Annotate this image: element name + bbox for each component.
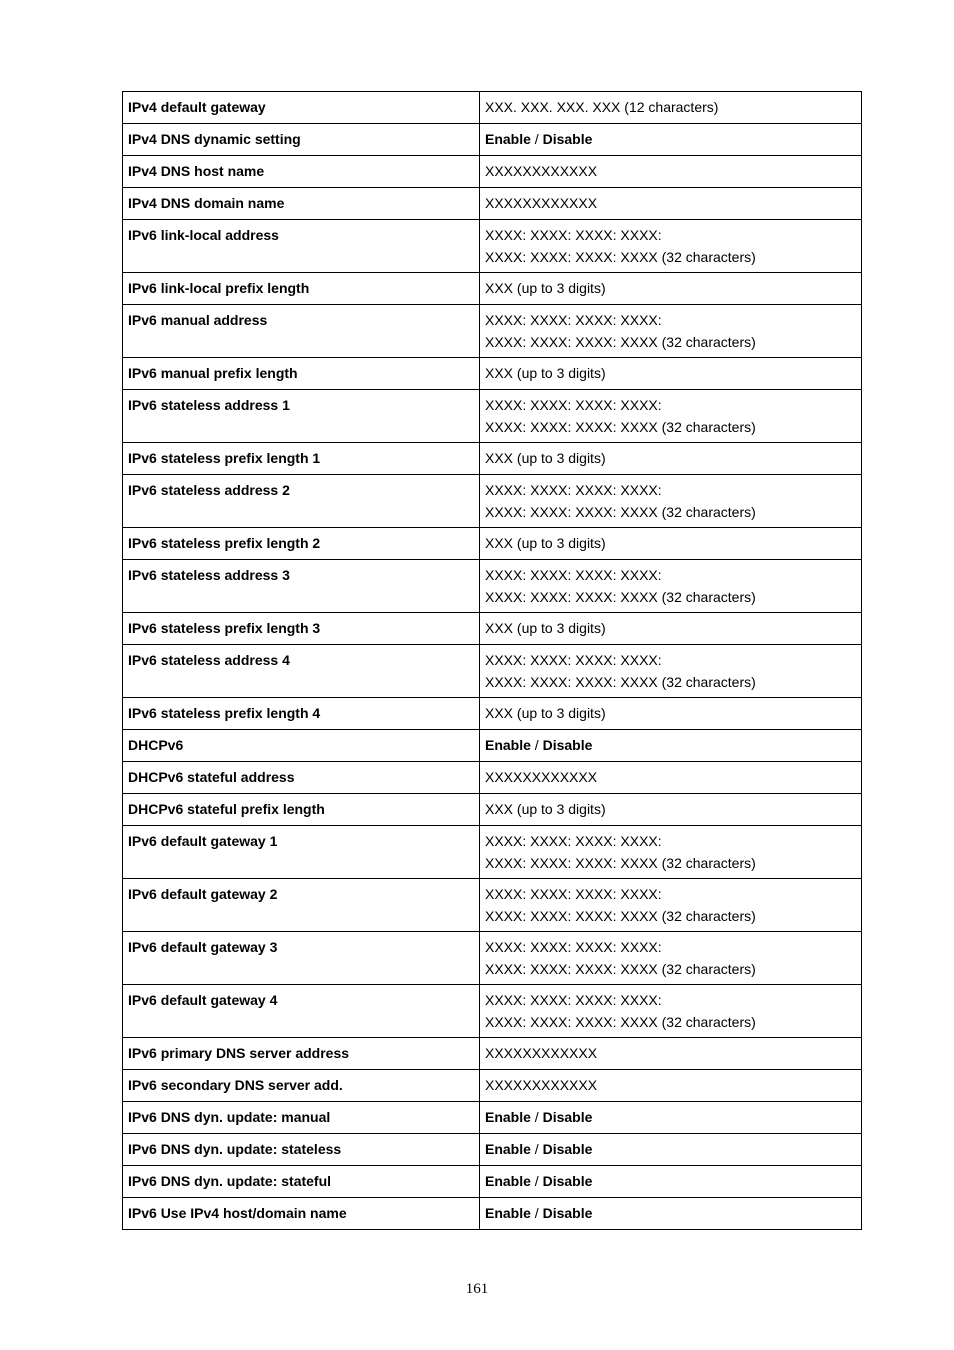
setting-name: IPv4 DNS host name xyxy=(123,156,480,188)
setting-value-line: XXXX: XXXX: XXXX: XXXX: xyxy=(485,886,662,902)
setting-name: IPv6 stateless address 3 xyxy=(123,560,480,613)
table-row xyxy=(123,794,862,826)
table-row xyxy=(123,1038,862,1070)
setting-value-line: XXXX: XXXX: XXXX: XXXX (32 characters) xyxy=(485,855,756,871)
setting-value-line: XXXX: XXXX: XXXX: XXXX: xyxy=(485,833,662,849)
table-row xyxy=(123,826,862,879)
setting-value xyxy=(480,645,862,698)
table-row xyxy=(123,730,862,762)
setting-value-line: XXXX: XXXX: XXXX: XXXX: xyxy=(485,939,662,955)
setting-value-line: XXX (up to 3 digits) xyxy=(485,280,606,296)
setting-name: IPv6 Use IPv4 host/domain name xyxy=(123,1198,480,1230)
setting-value-line: XXXX: XXXX: XXXX: XXXX (32 characters) xyxy=(485,908,756,924)
setting-name: IPv6 secondary DNS server add. xyxy=(123,1070,480,1102)
setting-name: IPv6 DNS dyn. update: manual xyxy=(123,1102,480,1134)
setting-value xyxy=(480,305,862,358)
table-row xyxy=(123,390,862,443)
option-separator: / xyxy=(530,737,543,753)
setting-value-line: XXXXXXXXXXXX xyxy=(485,1045,598,1061)
setting-name: IPv6 default gateway 4 xyxy=(123,985,480,1038)
setting-value xyxy=(480,730,862,762)
table-row xyxy=(123,443,862,475)
setting-value xyxy=(480,124,862,156)
setting-value-line: XXXX: XXXX: XXXX: XXXX (32 characters) xyxy=(485,961,756,977)
table-row xyxy=(123,124,862,156)
setting-option: Disable xyxy=(542,131,593,147)
table-row xyxy=(123,188,862,220)
table-row xyxy=(123,560,862,613)
setting-value-line: XXX (up to 3 digits) xyxy=(485,535,606,551)
setting-name: IPv6 DNS dyn. update: stateful xyxy=(123,1166,480,1198)
setting-name: IPv6 stateless address 1 xyxy=(123,390,480,443)
setting-name: IPv6 manual prefix length xyxy=(123,358,480,390)
setting-value xyxy=(480,1166,862,1198)
setting-value xyxy=(480,188,862,220)
table-row xyxy=(123,475,862,528)
setting-value xyxy=(480,220,862,273)
setting-name: IPv6 stateless prefix length 2 xyxy=(123,528,480,560)
option-separator: / xyxy=(530,1109,543,1125)
setting-value-line: XXXXXXXXXXXX xyxy=(485,195,598,211)
setting-value-line: XXXX: XXXX: XXXX: XXXX: xyxy=(485,992,662,1008)
setting-value-line: XXXX: XXXX: XXXX: XXXX: xyxy=(485,567,662,583)
setting-value xyxy=(480,560,862,613)
option-separator: / xyxy=(530,1205,543,1221)
setting-name: IPv6 stateless address 4 xyxy=(123,645,480,698)
table-row xyxy=(123,762,862,794)
setting-value xyxy=(480,1070,862,1102)
table-row xyxy=(123,1070,862,1102)
setting-value xyxy=(480,985,862,1038)
setting-option: Enable xyxy=(485,1141,531,1157)
settings-table-body xyxy=(123,92,862,1230)
setting-value-line: XXXX: XXXX: XXXX: XXXX: xyxy=(485,312,662,328)
setting-value xyxy=(480,358,862,390)
setting-value xyxy=(480,1198,862,1230)
setting-option: Enable xyxy=(485,1109,531,1125)
setting-value xyxy=(480,92,862,124)
table-row xyxy=(123,305,862,358)
setting-name: IPv6 link-local address xyxy=(123,220,480,273)
table-row xyxy=(123,92,862,124)
setting-value-line: XXXX: XXXX: XXXX: XXXX (32 characters) xyxy=(485,504,756,520)
setting-value xyxy=(480,794,862,826)
setting-name: IPv4 DNS domain name xyxy=(123,188,480,220)
setting-option: Disable xyxy=(542,1173,593,1189)
setting-name: IPv6 default gateway 1 xyxy=(123,826,480,879)
setting-value-line: XXXX: XXXX: XXXX: XXXX (32 characters) xyxy=(485,419,756,435)
setting-value xyxy=(480,826,862,879)
option-separator: / xyxy=(530,131,543,147)
table-row xyxy=(123,1102,862,1134)
table-row xyxy=(123,985,862,1038)
setting-value-line: XXXX: XXXX: XXXX: XXXX (32 characters) xyxy=(485,334,756,350)
setting-name: IPv6 stateless prefix length 1 xyxy=(123,443,480,475)
setting-value xyxy=(480,762,862,794)
table-row xyxy=(123,1166,862,1198)
option-separator: / xyxy=(530,1173,543,1189)
table-row xyxy=(123,528,862,560)
table-row xyxy=(123,220,862,273)
setting-name: IPv6 link-local prefix length xyxy=(123,273,480,305)
setting-value xyxy=(480,698,862,730)
setting-value-line: XXX (up to 3 digits) xyxy=(485,620,606,636)
setting-value xyxy=(480,273,862,305)
setting-value xyxy=(480,879,862,932)
setting-value xyxy=(480,475,862,528)
table-row xyxy=(123,358,862,390)
setting-option: Disable xyxy=(542,737,593,753)
page-number: 161 xyxy=(465,1281,489,1297)
setting-name: IPv6 stateless prefix length 4 xyxy=(123,698,480,730)
setting-value-line: XXXXXXXXXXXX xyxy=(485,1077,598,1093)
setting-name: IPv6 stateless address 2 xyxy=(123,475,480,528)
setting-name: IPv6 default gateway 2 xyxy=(123,879,480,932)
setting-value xyxy=(480,390,862,443)
setting-value-line: XXXX: XXXX: XXXX: XXXX: xyxy=(485,397,662,413)
setting-value-line: XXXX: XXXX: XXXX: XXXX: xyxy=(485,652,662,668)
setting-name: DHCPv6 stateful prefix length xyxy=(123,794,480,826)
setting-value-line: XXXX: XXXX: XXXX: XXXX (32 characters) xyxy=(485,674,756,690)
setting-name: IPv6 default gateway 3 xyxy=(123,932,480,985)
setting-value-line: XXXX: XXXX: XXXX: XXXX: xyxy=(485,227,662,243)
table-row xyxy=(123,613,862,645)
setting-option: Enable xyxy=(485,1205,531,1221)
table-row xyxy=(123,273,862,305)
setting-value-line: XXXX: XXXX: XXXX: XXXX (32 characters) xyxy=(485,589,756,605)
setting-value xyxy=(480,443,862,475)
setting-value-line: XXXX: XXXX: XXXX: XXXX (32 characters) xyxy=(485,1014,756,1030)
setting-value-line: XXX (up to 3 digits) xyxy=(485,801,606,817)
setting-value xyxy=(480,1134,862,1166)
setting-name: IPv6 primary DNS server address xyxy=(123,1038,480,1070)
setting-name: IPv6 DNS dyn. update: stateless xyxy=(123,1134,480,1166)
setting-value-line: XXX. XXX. XXX. XXX (12 characters) xyxy=(485,99,719,115)
setting-value xyxy=(480,613,862,645)
table-row xyxy=(123,879,862,932)
setting-option: Enable xyxy=(485,131,531,147)
setting-name: IPv6 stateless prefix length 3 xyxy=(123,613,480,645)
setting-name: IPv6 manual address xyxy=(123,305,480,358)
setting-value-line: XXXX: XXXX: XXXX: XXXX: xyxy=(485,482,662,498)
setting-option: Disable xyxy=(542,1141,593,1157)
setting-value-line: XXXX: XXXX: XXXX: XXXX (32 characters) xyxy=(485,249,756,265)
table-row xyxy=(123,156,862,188)
table-row xyxy=(123,932,862,985)
setting-value-line: XXXXXXXXXXXX xyxy=(485,163,598,179)
table-row xyxy=(123,645,862,698)
setting-option: Enable xyxy=(485,1173,531,1189)
setting-value xyxy=(480,932,862,985)
setting-value-line: XXX (up to 3 digits) xyxy=(485,450,606,466)
setting-name: DHCPv6 stateful address xyxy=(123,762,480,794)
table-row xyxy=(123,1134,862,1166)
table-row xyxy=(123,1198,862,1230)
setting-name: IPv4 DNS dynamic setting xyxy=(123,124,480,156)
setting-value xyxy=(480,528,862,560)
setting-option: Enable xyxy=(485,737,531,753)
setting-value xyxy=(480,1102,862,1134)
option-separator: / xyxy=(530,1141,543,1157)
setting-name: IPv4 default gateway xyxy=(123,92,480,124)
setting-value xyxy=(480,1038,862,1070)
setting-option: Disable xyxy=(542,1109,593,1125)
setting-name: DHCPv6 xyxy=(123,730,480,762)
table-row xyxy=(123,698,862,730)
setting-option: Disable xyxy=(542,1205,593,1221)
setting-value-line: XXXXXXXXXXXX xyxy=(485,769,598,785)
setting-value-line: XXX (up to 3 digits) xyxy=(485,365,606,381)
setting-value-line: XXX (up to 3 digits) xyxy=(485,705,606,721)
settings-table xyxy=(122,91,862,1230)
setting-value xyxy=(480,156,862,188)
